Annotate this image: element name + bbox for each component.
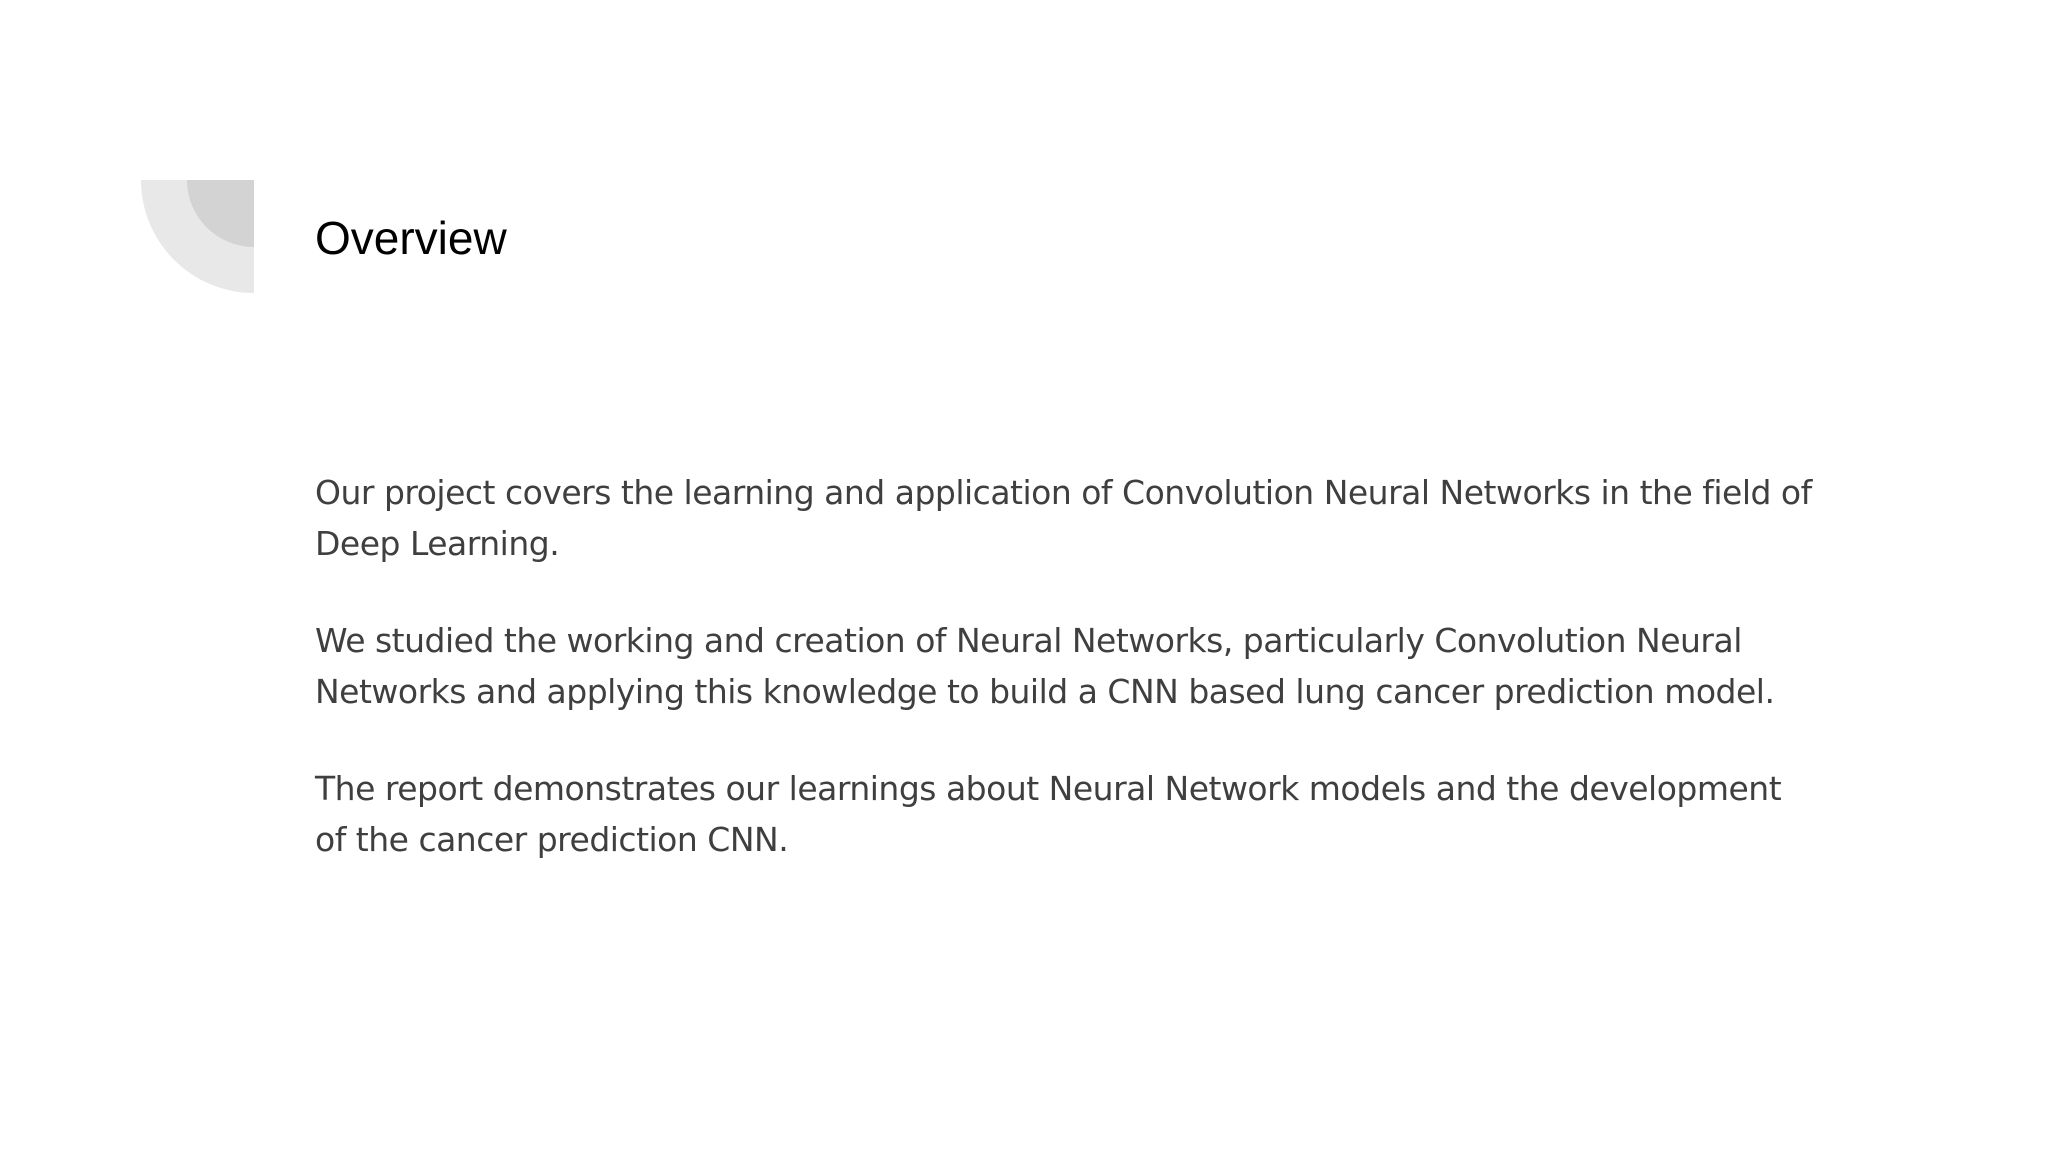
paragraph-3 — [315, 763, 1915, 865]
slide-title: Overview — [315, 212, 507, 264]
paragraph-2-line-1: We studied the working and creation of Neural Networks, particularly Convolution Neural — [315, 621, 1742, 660]
paragraph-1 — [315, 467, 1915, 569]
paragraph-3-line-1: The report demonstrates our learnings about Neural Network models and the development — [315, 769, 1782, 808]
paragraph-3-line-2: of the cancer prediction CNN. — [315, 820, 789, 859]
paragraph-2-line-2: Networks and applying this knowledge to build a CNN based lung cancer prediction model. — [315, 672, 1775, 711]
slide-body — [315, 467, 1915, 911]
quarter-circle-decoration-icon — [141, 180, 254, 293]
paragraph-1-line-1: Our project covers the learning and application of Convolution Neural Networks in the field of — [315, 473, 1812, 512]
paragraph-1-line-2: Deep Learning. — [315, 524, 560, 563]
paragraph-2 — [315, 615, 1915, 717]
